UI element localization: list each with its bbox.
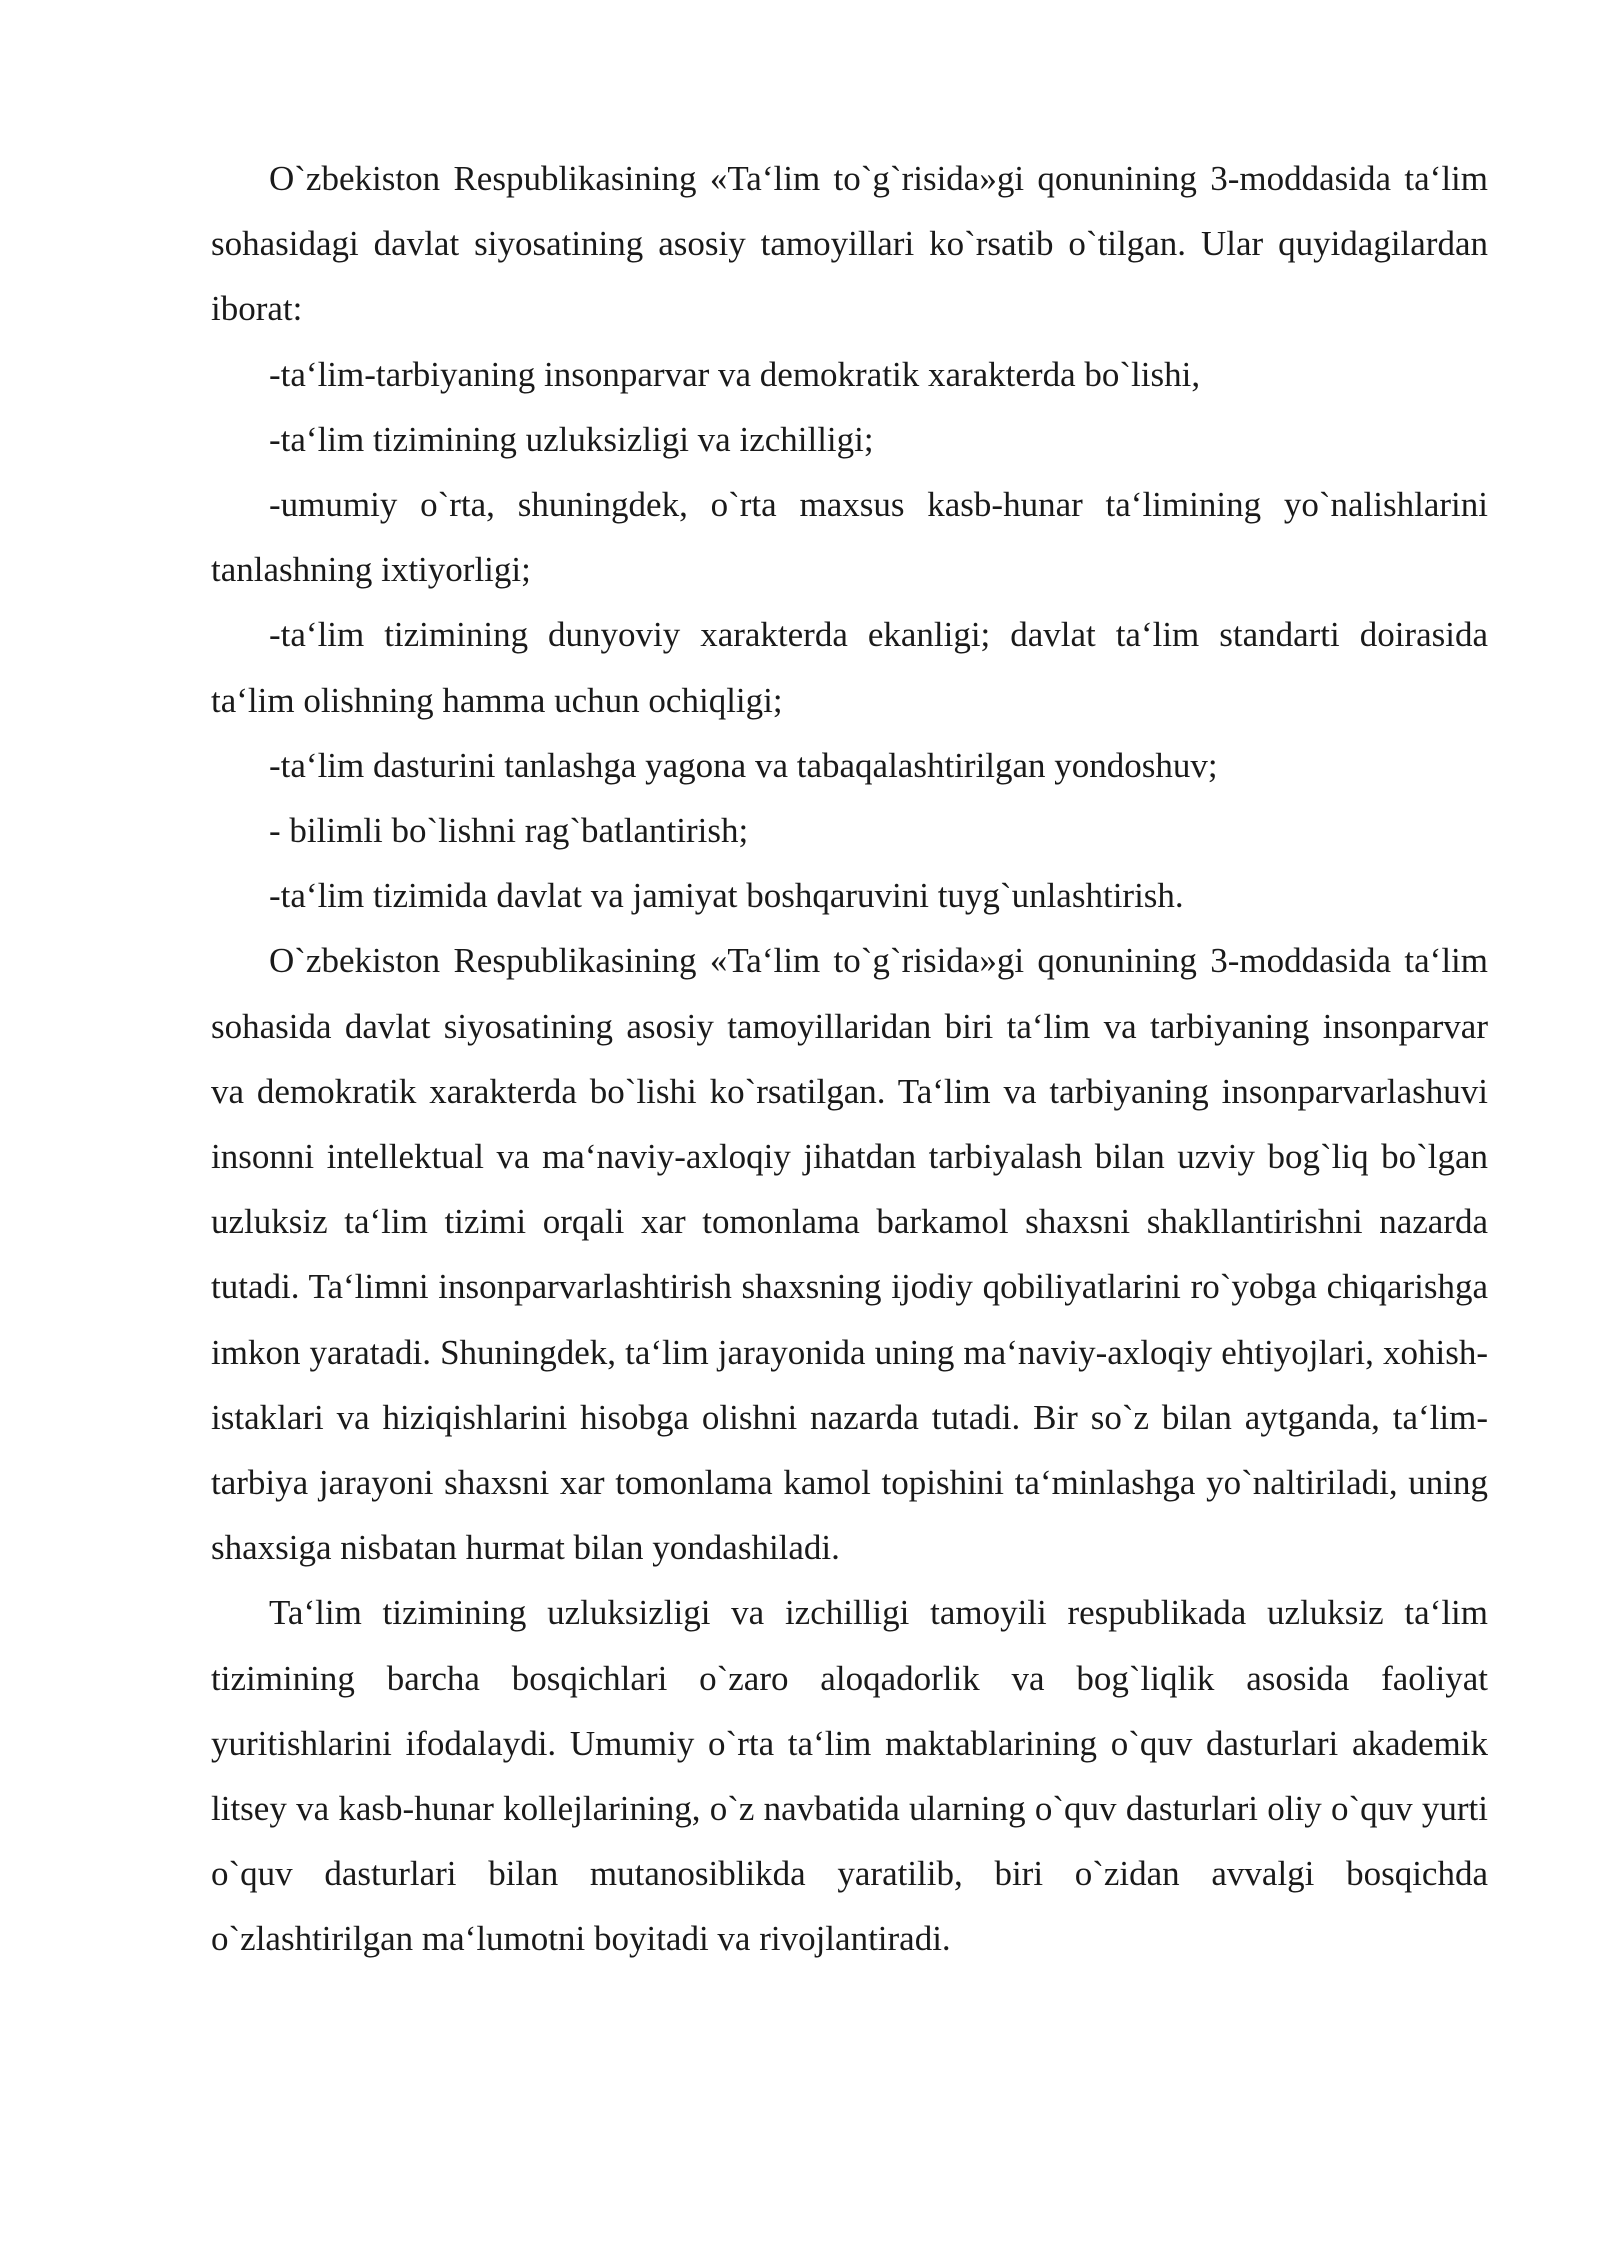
document-body	[211, 146, 1488, 1972]
list-item-program-approach: -ta‘lim dasturini tanlashga yagona va tabaqalashtirilgan yondoshuv;	[269, 745, 1218, 785]
list-item-humanist-democratic: -ta‘lim-tarbiyaning insonparvar va demokratik xarakterda bo`lishi,	[269, 354, 1201, 394]
paragraph-humanization: O`zbekiston Respublikasining «Ta‘lim to`g`risida»gi qonunining 3-moddasida ta‘lim sohasida davlat siyosatining asosiy tamoyillaridan biri ta‘lim va tarbiyaning insonparvar va demokratik xarakterda bo`lishi ko`rsatilgan. Ta‘lim va tarbiyaning insonparvarlashuvi insonni intellektual va ma‘naviy-axloqiy jihatdan tarbiyalash bilan uzviy bog`liq bo`lgan uzluksiz ta‘lim tizimi orqali xar tomonlama barkamol shaxsni shakllantirishni nazarda tutadi. Ta‘limni insonparvarlashtirish shaxsning ijodiy qobiliyatlarini ro`yobga chiqarishga imkon yaratadi. Shuningdek, ta‘lim jarayonida uning ma‘naviy-axloqiy ehtiyojlari, xohish-istaklari va hiziqishlarini hisobga olishni nazarda tutadi. Bir so`z bilan aytganda, ta‘lim-tarbiya jarayoni shaxsni xar tomonlama kamol topishini ta‘minlashga yo`naltiriladi, uning shaxsiga nisbatan hurmat bilan yondashiladi.	[211, 941, 1488, 1568]
list-item-secular-open: -ta‘lim tizimining dunyoviy xarakterda ekanligi; davlat ta‘lim standarti doirasida ta‘lim olishning hamma uchun ochiqligi;	[211, 615, 1488, 720]
paragraph-intro-law-article: O`zbekiston Respublikasining «Ta‘lim to`g`risida»gi qonunining 3-moddasida ta‘lim sohasidagi davlat siyosatining asosiy tamoyillari ko`rsatib o`tilgan. Ular quyidagilardan iborat:	[211, 159, 1488, 329]
list-item-voluntary-choice: -umumiy o`rta, shuningdek, o`rta maxsus kasb-hunar ta‘limining yo`nalishlarini tanlashning ixtiyorligi;	[211, 485, 1488, 590]
list-item-continuity: -ta‘lim tizimining uzluksizligi va izchilligi;	[269, 419, 874, 459]
list-item-governance: -ta‘lim tizimida davlat va jamiyat boshqaruvini tuyg`unlashtirish.	[269, 876, 1184, 916]
list-item-encourage-knowledge: - bilimli bo`lishni rag`batlantirish;	[269, 811, 749, 851]
paragraph-continuity-principle: Ta‘lim tizimining uzluksizligi va izchilligi tamoyili respublikada uzluksiz ta‘lim tizimining barcha bosqichlari o`zaro aloqadorlik va bog`liqlik asosida faoliyat yuritishlarini ifodalaydi. Umumiy o`rta ta‘lim maktablarining o`quv dasturlari akademik litsey va kasb-hunar kollejlarining, o`z navbatida ularning o`quv dasturlari oliy o`quv yurti o`quv dasturlari bilan mutanosiblikda yaratilib, biri o`zidan avvalgi bosqichda o`zlashtirilgan ma‘lumotni boyitadi va rivojlantiradi.	[211, 1593, 1488, 1959]
